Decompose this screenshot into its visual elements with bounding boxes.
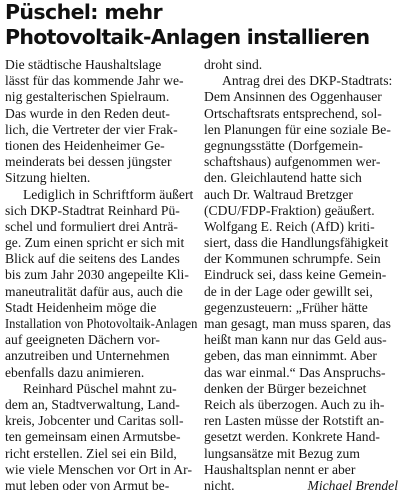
article-text-line: Reinhard Püschel mahnt zu- — [23, 380, 177, 396]
article-text-line: Ortschaftsrats entsprechend, sol- — [204, 105, 382, 121]
article-text-line: Das wurde in den Reden deut- — [5, 105, 170, 121]
article-text-line: der Kommunen schrumpfe. Sein — [204, 251, 381, 267]
article-text-line: anzutreiben und Unternehmen — [5, 348, 170, 364]
article-text-line: auf geeigneten Dächern vor- — [5, 332, 160, 348]
article-text-line: schel und formuliert drei Anträ- — [5, 218, 178, 234]
article-text-line: siert, dass die Handlungsfähigkeit — [204, 235, 389, 251]
article-text-line: denken der Bürger bezeichnet — [204, 380, 367, 396]
article-text-line: den. Gleichlautend hatte sich — [204, 170, 362, 186]
article-text-line: geben, das man einnimmt. Aber — [204, 348, 377, 364]
article-text-line: richt erstellen. Ziel sei ein Bild, — [5, 445, 177, 461]
article-text-line: sich DKP-Stadtrat Reinhard Pü- — [5, 202, 180, 218]
article-text-line: dem an, Stadtverwaltung, Land- — [5, 396, 180, 412]
article-text-line: lich, die Vertreter der vier Frak- — [5, 121, 178, 137]
article-column-right — [204, 57, 398, 494]
article-text-line: Die städtische Haushaltslage — [5, 57, 162, 72]
article-text-line: wie viele Menschen vor Ort in Ar- — [5, 461, 192, 477]
article-text-line: gesetzt werden. Konkrete Hand- — [204, 429, 380, 445]
article-text-line: kreis, Jobcenter und Caritas soll- — [5, 413, 184, 429]
article-column-left — [5, 57, 197, 494]
article-text-line: Eindruck sei, dass keine Gemein- — [204, 267, 387, 283]
article-text-line: droht sind. — [204, 57, 263, 72]
article-text-line: ten gemeinsam einen Armutsbe- — [5, 429, 181, 445]
article-text-line: meinderats bei dessen jüngster — [5, 154, 172, 170]
article-text-line: Stadt Heidenheim möge die — [5, 299, 157, 315]
article-text-line: Reich als überzogen. Auch zu ih- — [204, 396, 385, 412]
article-text-line: ebenfalls dazu animieren. — [5, 364, 145, 380]
article-text-line: len Planungen für eine soziale Be- — [204, 121, 391, 137]
article-text-line: maneutralität dafür aus, auch die — [5, 283, 183, 299]
article-text-line: Wolfgang E. Reich (AfD) kriti- — [204, 218, 375, 234]
article-text-line: heißt man kann nur das Geld aus- — [204, 332, 387, 348]
article-text-line: ge. Zum einen spricht er sich mit — [5, 235, 185, 251]
headline-line-2: Photovoltaik-Anlagen installieren — [5, 25, 370, 49]
article-text-line: gegenzusteuern: „Früher hätte — [204, 299, 368, 315]
article-text-line: tionen des Heidenheimer Ge- — [5, 137, 165, 153]
article-text-line: bis zum Jahr 2030 angepeilte Kli- — [5, 267, 189, 283]
article-headline — [5, 0, 397, 50]
article-text-line: das war einmal.“ Das Anspruchs- — [204, 364, 386, 380]
article-text-line: nig gestalterischen Spielraum. — [5, 89, 170, 105]
article-text-line: mut leben oder von Armut be- — [5, 477, 170, 493]
article-text-line: lungsansätze mit Bezug zum — [204, 445, 360, 461]
article-text-line: lässt für das kommende Jahr we- — [5, 73, 184, 89]
headline-line-1: Püschel: mehr — [5, 0, 163, 24]
article-text-line: auch Dr. Waltraud Bretzger — [204, 186, 353, 202]
article-text-line: (CDU/FDP-Fraktion) geäußert. — [204, 202, 375, 218]
article-text-line: man gesagt, man muss sparen, das — [204, 316, 391, 331]
article-text-line: Sitzung hielten. — [5, 170, 91, 186]
article-text-line: gegnungsstätte (Dorfgemein- — [204, 137, 363, 153]
article-text-line: de in der Lage oder gewillt sei, — [204, 283, 373, 299]
article-text-line: Haushaltsplan nennt er aber — [204, 461, 356, 477]
article-text-line: schaftshaus) aufgenommen wer- — [204, 154, 381, 170]
article-text-line: Dem Ansinnen des Oggenhauser — [204, 89, 382, 105]
article-text-line: nicht. Michael Brendel — [204, 477, 398, 493]
article-text-line: Antrag drei des DKP-Stadtrats: — [222, 73, 393, 89]
article-text-line: Lediglich in Schriftform äußert — [23, 186, 194, 202]
article-text-line: Installation von Photovoltaik-Anlagen — [5, 316, 198, 331]
byline-author: Michael Brendel — [307, 477, 398, 493]
article-text-line: Blick auf die seitens des Landes — [5, 251, 180, 267]
article-text-line: ren Lasten müsse der Rotstift an- — [204, 413, 385, 429]
